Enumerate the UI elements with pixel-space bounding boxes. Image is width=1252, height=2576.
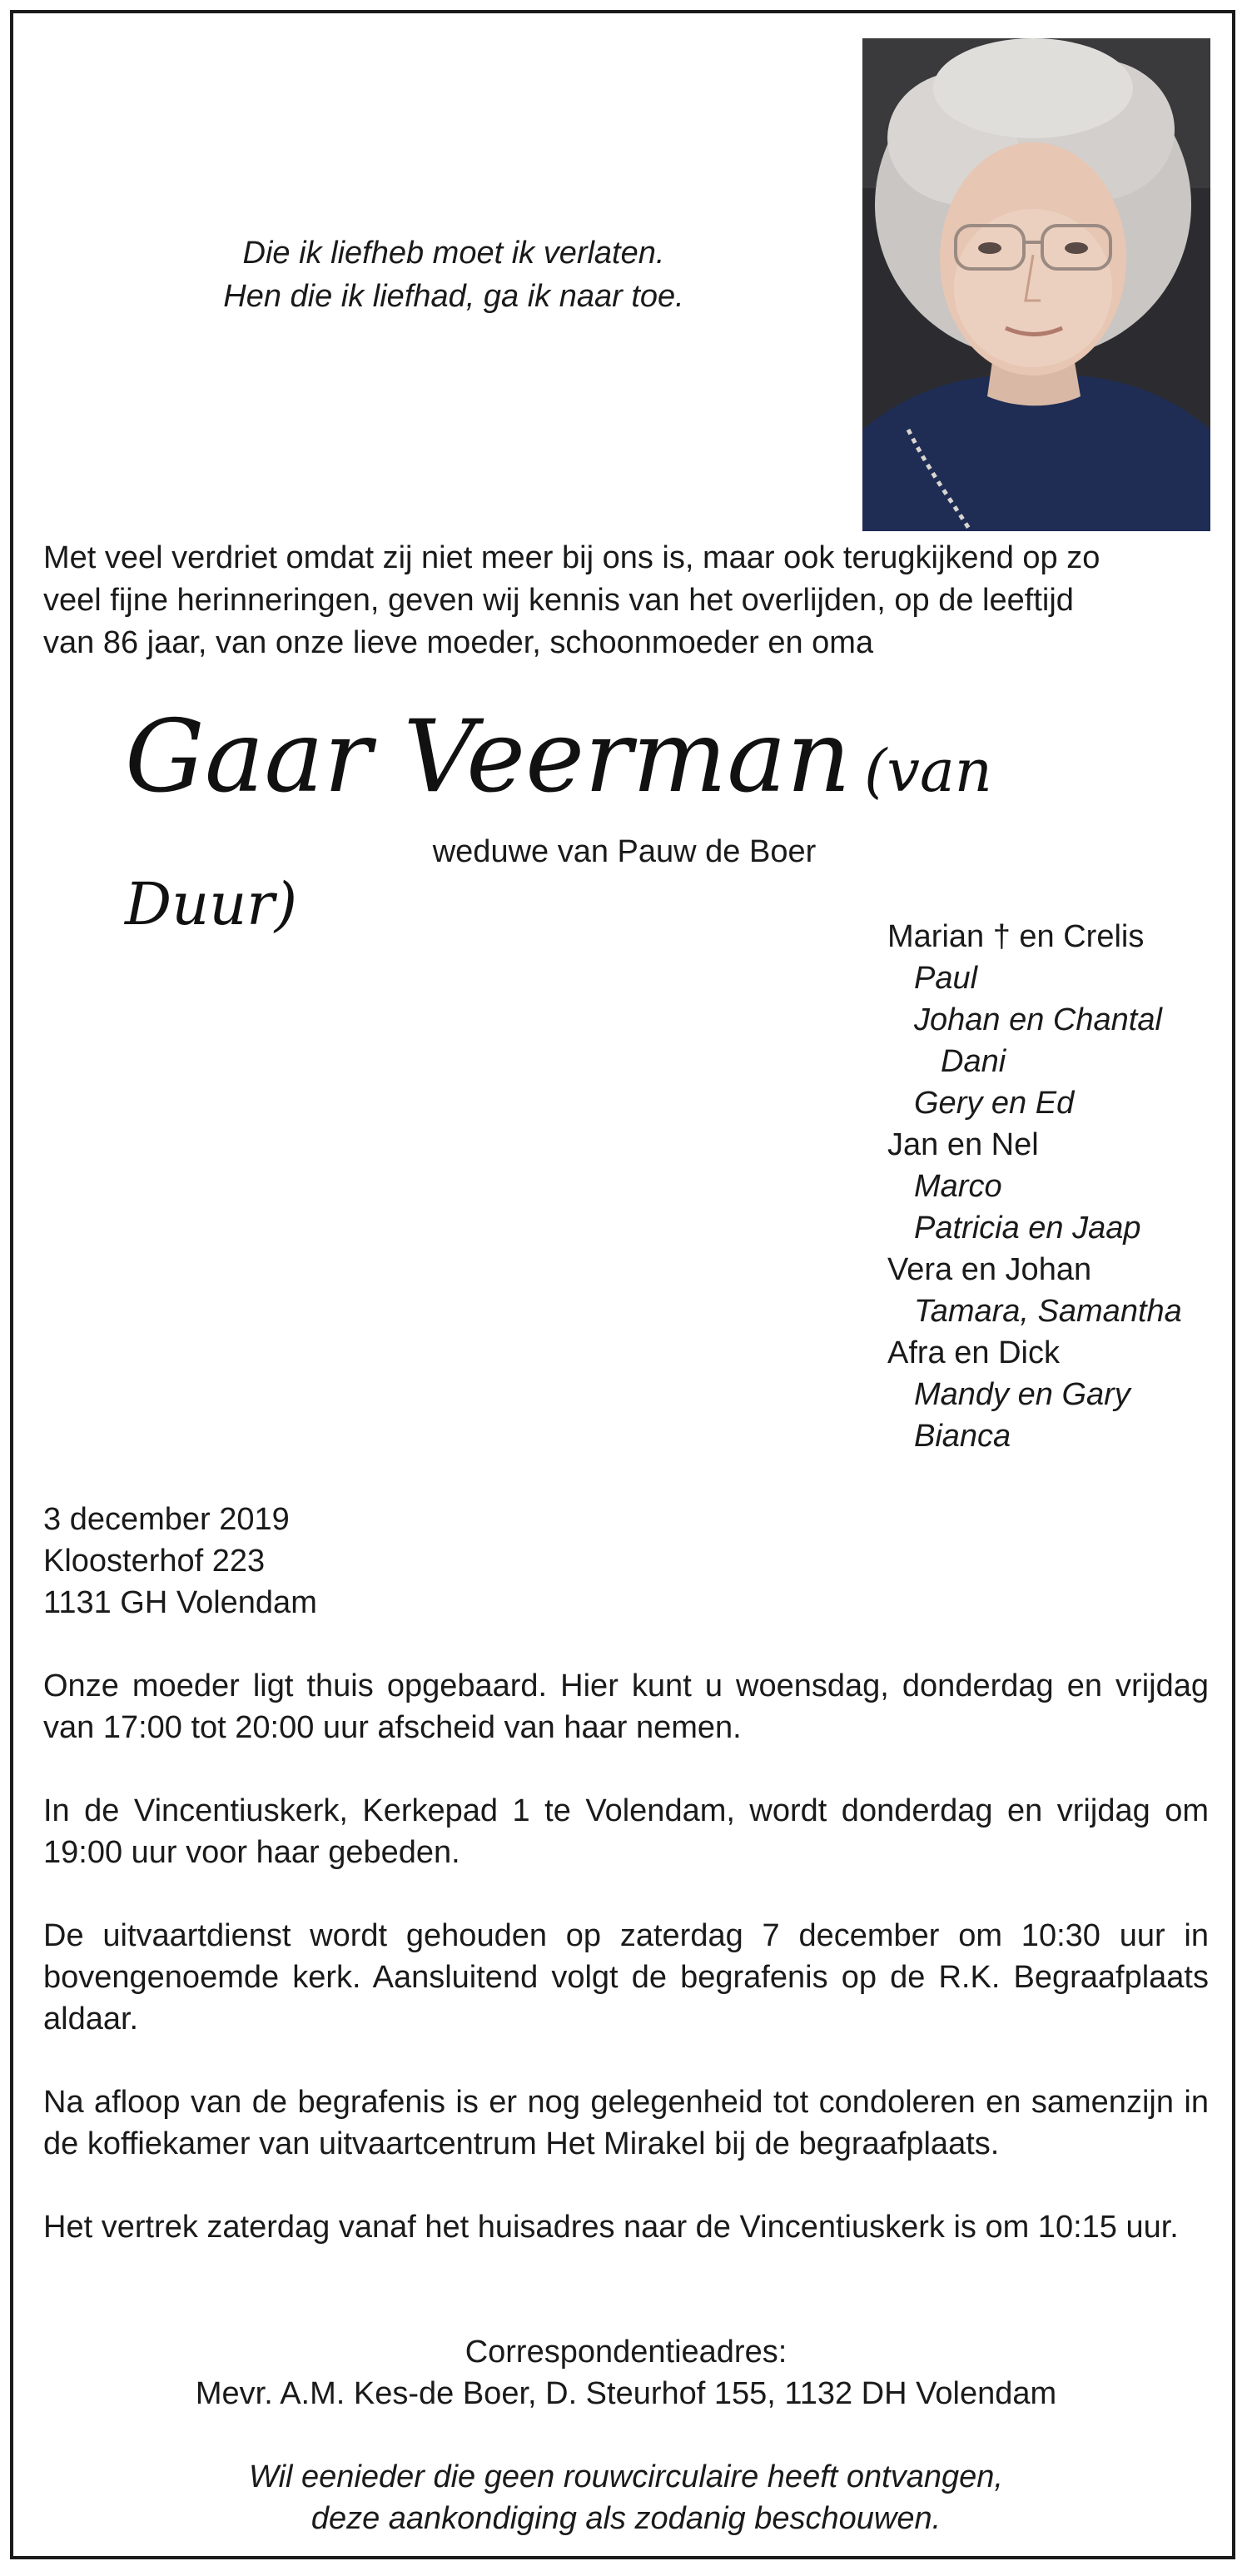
family-member: Paul <box>914 961 978 996</box>
family-member: Bianca <box>914 1419 1011 1454</box>
family-member: Marian † en Crelis <box>887 919 1145 954</box>
address-date: 3 december 2019 <box>43 1502 290 1537</box>
family-member: Tamara, Samantha <box>914 1294 1182 1329</box>
closing-note <box>43 2456 1209 2539</box>
maiden-name: (van Duur) <box>125 737 992 938</box>
family-member: Vera en Johan <box>887 1252 1092 1287</box>
intro-line-3: van 86 jaar, van onze lieve moeder, schoonmoeder en oma <box>43 625 874 660</box>
correspondence-address: Mevr. A.M. Kes-de Boer, D. Steurhof 155, 1132 DH Volendam <box>195 2376 1057 2411</box>
family-member: Patricia en Jaap <box>914 1211 1141 1246</box>
paragraph-departure: Het vertrek zaterdag vanaf het huisadres naar de Vincentiuskerk is om 10:15 uur. <box>43 2210 1179 2245</box>
paragraph-viewing: Onze moeder ligt thuis opgebaard. Hier kunt u woensdag, donderdag en vrijdag van 17:00 tot 20:00 uur afscheid van haar nemen. <box>43 1668 1209 1745</box>
paragraph-funeral: De uitvaartdienst wordt gehouden op zaterdag 7 december om 10:30 uur in bovengenoemde kerk. Aansluitend volgt de begrafenis op de R.K. Begraafplaats aldaar. <box>43 1918 1209 2036</box>
family-member: Dani <box>941 1044 1006 1079</box>
name-main: Gaar Veerman <box>125 699 852 815</box>
paragraph-condolence: Na afloop van de begrafenis is er nog gelegenheid tot condoleren en samenzijn in de koffiekamer van uitvaartcentrum Het Mirakel bij de begraafplaats. <box>43 2085 1209 2161</box>
family-member: Jan en Nel <box>887 1127 1039 1162</box>
intro-line-1: Met veel verdriet omdat zij niet meer bij ons is, maar ook terugkijkend op zo <box>43 540 1100 575</box>
correspondence-block <box>43 2331 1209 2414</box>
widow-of-line: weduwe van Pauw de Boer <box>432 834 817 869</box>
portrait-illustration <box>862 38 1210 531</box>
correspondence-label: Correspondentieadres: <box>465 2335 787 2370</box>
opening-quote <box>108 231 799 318</box>
family-member: Marco <box>914 1169 1002 1204</box>
family-list <box>887 916 1237 1457</box>
closing-line-1: Wil eenieder die geen rouwcirculaire heeft ontvangen, <box>249 2459 1003 2494</box>
home-address <box>43 1499 792 1624</box>
address-city: 1131 GH Volendam <box>43 1585 317 1620</box>
quote-line-1: Die ik liefheb moet ik verlaten. <box>242 236 665 271</box>
intro-line-2: veel fijne herinneringen, geven wij kennis van het overlijden, op de leeftijd <box>43 583 1074 618</box>
family-member: Afra en Dick <box>887 1335 1060 1370</box>
address-street: Kloosterhof 223 <box>43 1544 266 1579</box>
family-member: Johan en Chantal <box>914 1002 1162 1037</box>
paragraph-prayer: In de Vincentiuskerk, Kerkepad 1 te Volendam, wordt donderdag en vrijdag om 19:00 uur voor haar gebeden. <box>43 1793 1209 1870</box>
family-member: Mandy en Gary <box>914 1377 1130 1412</box>
family-member: Gery en Ed <box>914 1086 1075 1121</box>
closing-line-2: deze aankondiging als zodanig beschouwen. <box>311 2501 941 2536</box>
quote-line-2: Hen die ik liefhad, ga ik naar toe. <box>223 279 684 314</box>
portrait-photo <box>862 38 1210 531</box>
announcement-text <box>43 537 1209 664</box>
